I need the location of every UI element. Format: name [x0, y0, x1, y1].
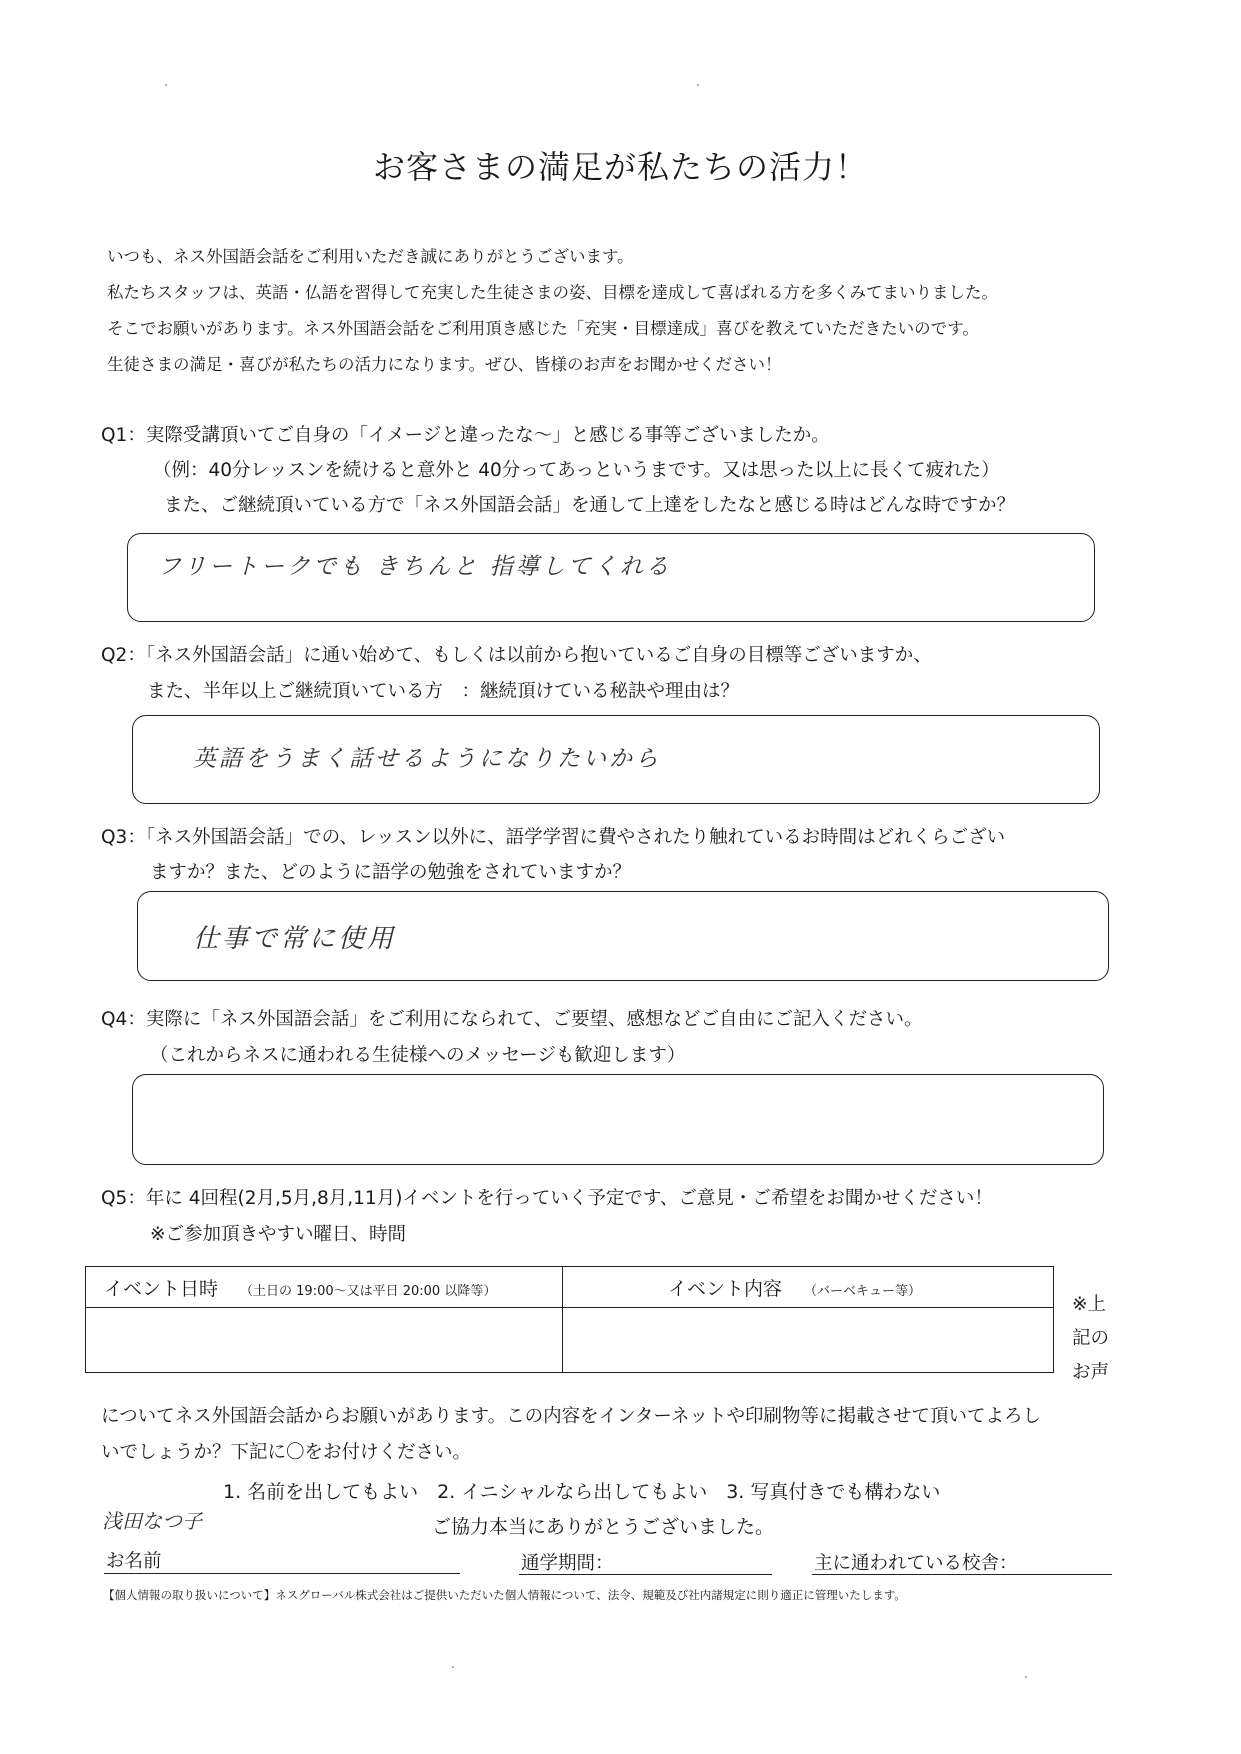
scan-speck — [1025, 1676, 1027, 1678]
q2-answer-text: 英語をうまく話せるようになりたいから — [193, 746, 661, 772]
school-underline[interactable] — [812, 1574, 1112, 1575]
side-note: ※上記のお声 — [1072, 1294, 1110, 1383]
q3-line-2: ますか？また、どのように語学の勉強をされていますか？ — [150, 862, 632, 883]
q5-line-2: ※ご参加頂きやすい曜日、時間 — [150, 1224, 407, 1245]
intro-line-2: 私たちスタッフは、英語・仏語を習得して充実した生徒さまの姿、目標を達成して喜ばれる方を多くみてまいりました。 — [107, 283, 998, 302]
event-content-header — [563, 1267, 1054, 1308]
scan-speck — [452, 1666, 454, 1668]
event-datetime-header — [86, 1267, 563, 1308]
period-underline[interactable] — [519, 1574, 772, 1575]
q1-line-2: （例：40分レッスンを続けると意外と 40分ってあっというまです。又は思った以上に長くて疲れた） — [153, 460, 1000, 481]
scan-speck — [165, 84, 167, 86]
event-content-note: （バーベキュー等） — [804, 1283, 922, 1299]
q2-line-1: Q2：「ネス外国語会話」に通い始めて、もしくは以前から抱いているご自身の目標等ございますか、 — [101, 645, 932, 666]
privacy-notice: 【個人情報の取り扱いについて】ネスグローバル株式会社はご提供いただいた個人情報について、法令、規範及び社内諸規定に則り適正に管理いたします。 — [103, 1588, 906, 1602]
q4-line-2: （これからネスに通われる生徒様へのメッセージも歓迎します） — [150, 1045, 686, 1066]
page-title: お客さまの満足が私たちの活力！ — [372, 148, 868, 186]
consent-line-2: いでしょうか？下記に〇をお付けください。 — [101, 1442, 472, 1463]
q1-answer-box[interactable] — [127, 533, 1095, 622]
scan-speck — [697, 84, 699, 86]
intro-line-1: いつも、ネス外国語会話をご利用いただき誠にありがとうございます。 — [107, 247, 634, 266]
intro-line-3: そこでお願いがあります。ネス外国語会話をご利用頂き感じた「充実・目標達成」喜びを教えていただきたいのです。 — [107, 319, 979, 338]
name-label: お名前 — [106, 1551, 162, 1572]
q3-line-1: Q3：「ネス外国語会話」での、レッスン以外に、語学学習に費やされたり触れているお時間はどれくらござい — [101, 827, 1006, 848]
q1-line-1: Q1：実際受講頂いてご自身の「イメージと違ったな～」と感じる事等ございましたか。 — [101, 425, 830, 446]
q1-line-3: また、ご継続頂いている方で「ネス外国語会話」を通して上達をしたなと感じる時はどんな時ですか？ — [164, 495, 1016, 516]
consent-options[interactable]: 1. 名前を出してもよい 2. イニシャルなら出してもよい 3. 写真付きでも構わない — [223, 1481, 941, 1503]
thanks-message: ご協力本当にありがとうございました。 — [432, 1516, 775, 1538]
event-content-cell[interactable] — [563, 1308, 1054, 1373]
q4-answer-box[interactable] — [132, 1074, 1104, 1165]
q2-line-2: また、半年以上ご継続頂いている方 ：継続頂けている秘訣や理由は？ — [147, 681, 740, 702]
handwritten-signature: 浅田なつ子 — [102, 1509, 202, 1533]
event-datetime-label: イベント日時 — [104, 1277, 219, 1300]
q5-line-1: Q5：年に 4回程(2月,5月,8月,11月)イベントを行っていく予定です、ご意見・ご希望をお聞かせください！ — [101, 1188, 993, 1209]
q3-answer-text: 仕事で常に使用 — [193, 924, 397, 954]
period-label: 通学期間： — [521, 1553, 614, 1574]
name-underline[interactable] — [104, 1573, 460, 1574]
event-datetime-note: （土日の 19:00～又は平日 20:00 以降等） — [240, 1283, 497, 1299]
event-table — [85, 1266, 1054, 1373]
q1-answer-text: フリートークでも きちんと 指導してくれる — [158, 554, 672, 580]
school-label: 主に通われている校舎： — [814, 1553, 1018, 1574]
event-datetime-cell[interactable] — [86, 1308, 563, 1373]
intro-line-4: 生徒さまの満足・喜びが私たちの活力になります。ぜひ、皆様のお声をお聞かせください！ — [107, 355, 782, 374]
q3-answer-box[interactable] — [137, 891, 1109, 981]
event-content-label: イベント内容 — [668, 1277, 783, 1300]
consent-line-1: についてネス外国語会話からお願いがあります。この内容をインターネットや印刷物等に掲載させて頂いてよろし — [101, 1406, 1041, 1427]
q4-line-1: Q4：実際に「ネス外国語会話」をご利用になられて、ご要望、感想などご自由にご記入ください。 — [101, 1009, 923, 1030]
q2-answer-box[interactable] — [132, 715, 1100, 804]
